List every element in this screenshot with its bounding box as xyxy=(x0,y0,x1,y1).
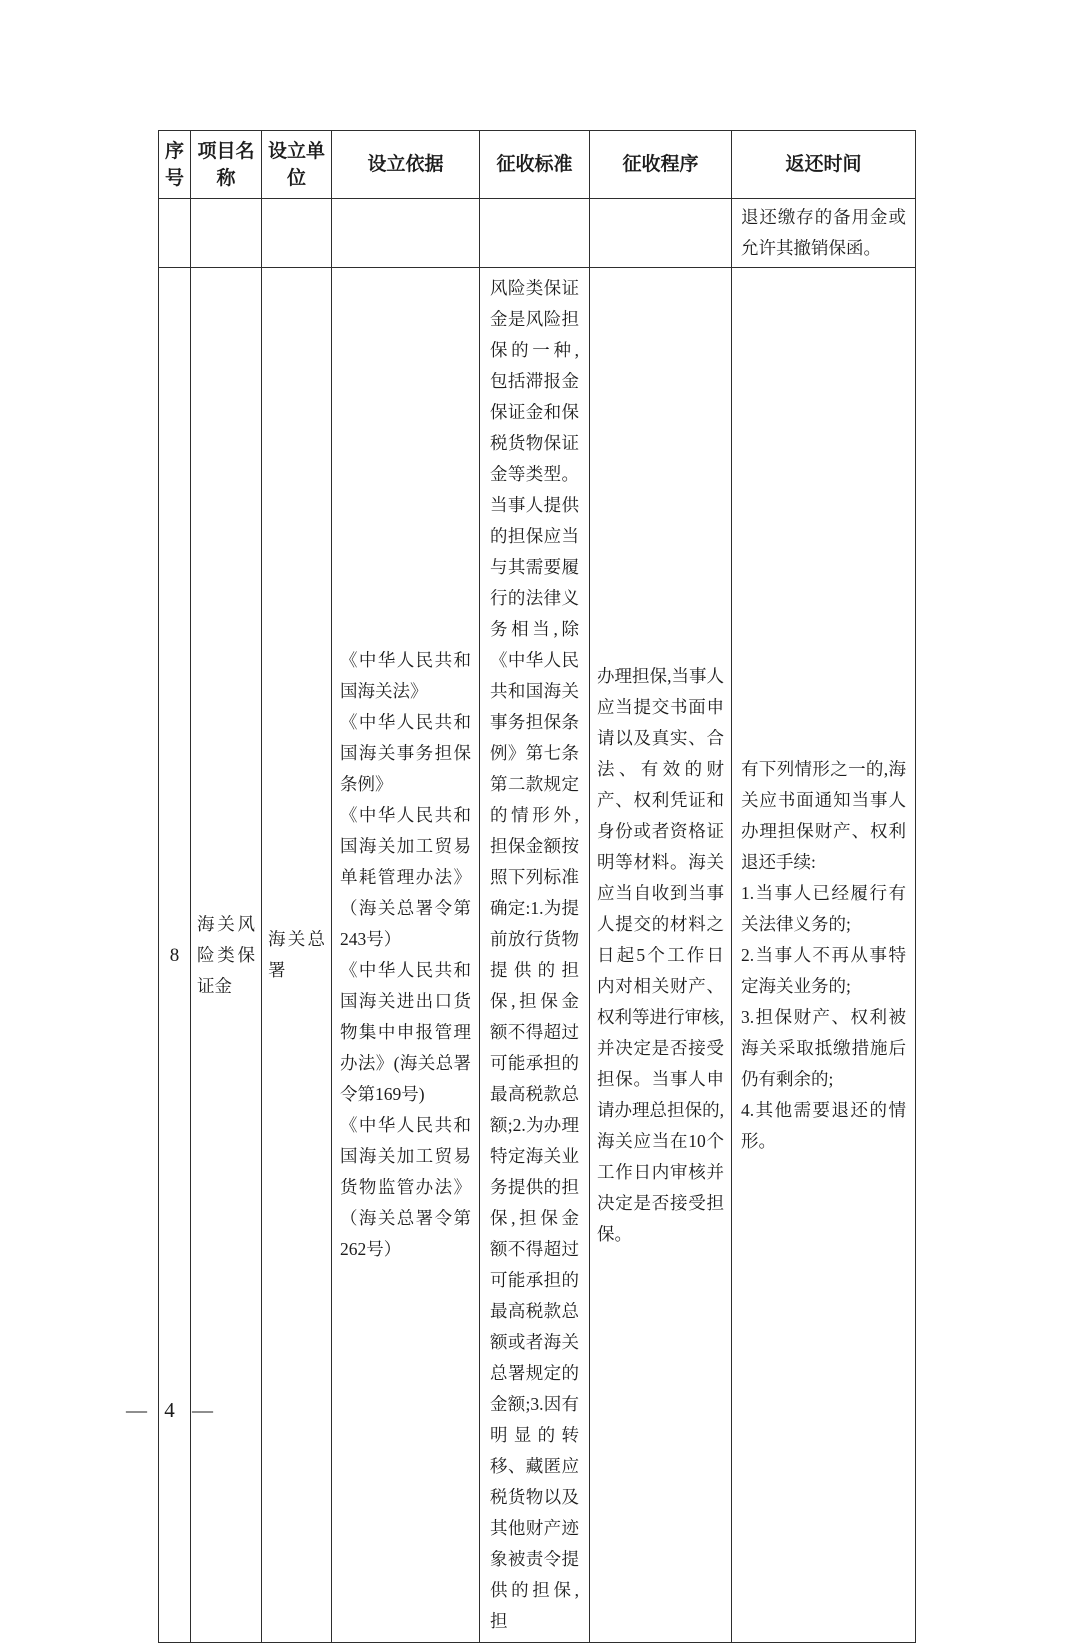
page-number: — 4 — xyxy=(126,1398,219,1422)
header-establishing-unit: 设立单位 xyxy=(262,131,332,199)
header-establishment-basis: 设立依据 xyxy=(332,131,480,199)
carryover-return-time-text: 退还缴存的备用金或允许其撤销保函。 xyxy=(741,207,906,258)
return-time-item: 4.其他需要退还的情形。 xyxy=(741,1099,906,1151)
carryover-row xyxy=(159,199,916,268)
collection-procedure-text: 办理担保,当事人应当提交书面申请以及真实、合法、有效的财产、权利凭证和身份或者资格证明等材料。海关应当自收到当事人提交的材料之日起5个工作日内对相关财产、权利等进行审核,并决定是否接受担保。当事人申请办理总担保的,海关应当在10个工作日内审核并决定是否接受担保。 xyxy=(597,665,724,1244)
header-collection-standard: 征收标准 xyxy=(480,131,590,199)
table-row-8 xyxy=(159,268,916,1643)
return-time-item: 2.当事人不再从事特定海关业务的; xyxy=(741,944,906,996)
empty-cell xyxy=(262,199,332,268)
fee-items-table xyxy=(158,130,916,1643)
carryover-return-time-cell xyxy=(732,199,916,268)
header-return-time: 返还时间 xyxy=(732,131,916,199)
empty-cell xyxy=(590,199,732,268)
row8-project-name: 海关风险类保证金 xyxy=(191,268,262,1643)
empty-cell xyxy=(159,199,191,268)
row8-return-time-cell xyxy=(732,268,916,1643)
basis-item: 《中华人民共和国海关法》 xyxy=(340,650,471,701)
return-time-item: 3.担保财产、权利被海关采取抵缴措施后仍有剩余的; xyxy=(741,1006,906,1089)
basis-item: 《中华人民共和国海关进出口货物集中申报管理办法》(海关总署令第169号) xyxy=(340,960,471,1104)
header-collection-procedure: 征收程序 xyxy=(590,131,732,199)
empty-cell xyxy=(332,199,480,268)
row8-establishing-unit: 海关总署 xyxy=(262,268,332,1643)
header-project-name: 项目名称 xyxy=(191,131,262,199)
row8-establishment-basis-cell xyxy=(332,268,480,1643)
row8-collection-procedure-cell xyxy=(590,268,732,1643)
row8-collection-standard-cell xyxy=(480,268,590,1643)
empty-cell xyxy=(191,199,262,268)
table-header-row xyxy=(159,131,916,199)
row8-serial-number: 8 xyxy=(159,268,191,1643)
basis-item: 《中华人民共和国海关加工贸易货物监管办法》（海关总署令第262号） xyxy=(340,1115,471,1259)
empty-cell xyxy=(480,199,590,268)
collection-standard-text: 风险类保证金是风险担保的一种,包括滞报金保证金和保税货物保证金等类型。当事人提供的担保应当与其需要履行的法律义务相当,除《中华人民共和国海关事务担保条例》第七条第二款规定的情形外,担保金额按照下列标准确定:1.为提前放行货物提供的担保,担保金额不得超过可能承担的最高税款总额;2.为办理特定海关业务提供的担保,担保金额不得超过可能承担的最高税款总额或者海关总署规定的金额;3.因有明显的转移、藏匿应税货物以及其他财产迹象被责令提供的担保,担 xyxy=(490,278,579,1631)
header-serial-number: 序号 xyxy=(159,131,191,199)
basis-item: 《中华人民共和国海关事务担保条例》 xyxy=(340,712,471,794)
return-time-item: 1.当事人已经履行有关法律义务的; xyxy=(741,882,906,934)
return-time-intro: 有下列情形之一的,海关应书面通知当事人办理担保财产、权利退还手续: xyxy=(741,758,906,872)
basis-item: 《中华人民共和国海关加工贸易单耗管理办法》（海关总署令第243号） xyxy=(340,805,471,949)
